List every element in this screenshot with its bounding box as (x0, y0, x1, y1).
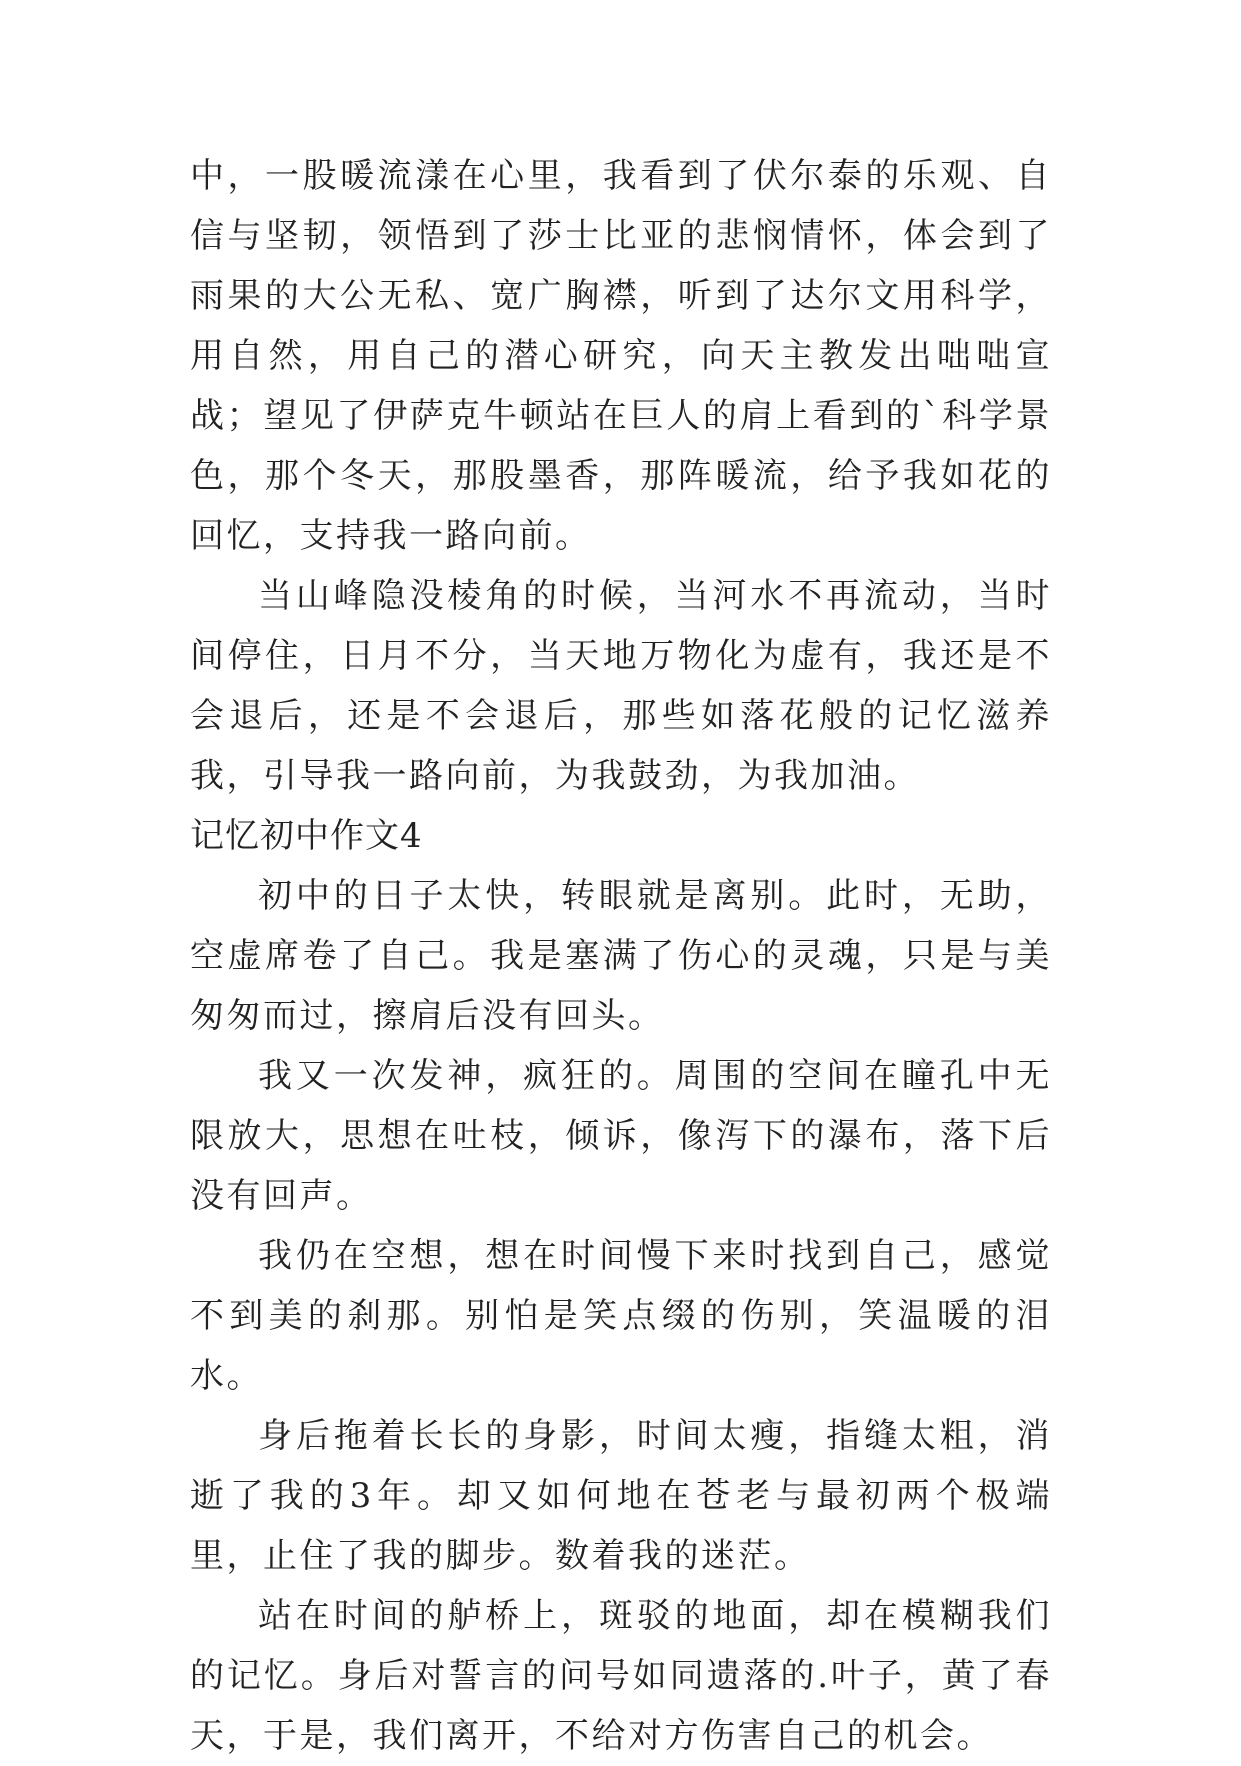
paragraph: 当山峰隐没棱角的时候，当河水不再流动，当时间停住，日月不分，当天地万物化为虚有，我还是不会退后，还是不会退后，那些如落花般的记忆滋养我，引导我一路向前，为我鼓劲，为我加油。 (190, 576, 1052, 796)
paragraph: 站在时间的舻桥上，斑驳的地面，却在模糊我们的记忆。身后对誓言的问号如同遗落的.叶子，黄了春天，于是，我们离开，不给对方伤害自己的机会。 (190, 1596, 1052, 1756)
paragraph: 身后拖着长长的身影，时间太瘦，指缝太粗，消逝了我的3年。却又如何地在苍老与最初两个极端里，止住了我的脚步。数着我的迷茫。 (190, 1416, 1052, 1576)
paragraph-continued: 中，一股暖流漾在心里，我看到了伏尔泰的乐观、自信与坚韧，领悟到了莎士比亚的悲悯情怀，体会到了雨果的大公无私、宽广胸襟，听到了达尔文用科学，用自然，用自己的潜心研究，向天主教发出咄咄宣战；望见了伊萨克牛顿站在巨人的肩上看到的`科学景色，那个冬天，那股墨香，那阵暖流，给予我如花的回忆，支持我一路向前。 (190, 156, 1052, 556)
section-heading: 记忆初中作文4 (190, 816, 423, 856)
paragraph: 我仍在空想，想在时间慢下来时找到自己，感觉不到美的刹那。别怕是笑点缀的伤别，笑温暖的泪水。 (190, 1236, 1052, 1396)
body-text (190, 146, 1052, 1766)
paragraph: 初中的日子太快，转眼就是离别。此时，无助，空虚席卷了自己。我是塞满了伤心的灵魂，只是与美匆匆而过，擦肩后没有回头。 (190, 876, 1052, 1036)
paragraph: 我又一次发神，疯狂的。周围的空间在瞳孔中无限放大，思想在吐枝，倾诉，像泻下的瀑布，落下后没有回声。 (190, 1056, 1052, 1216)
